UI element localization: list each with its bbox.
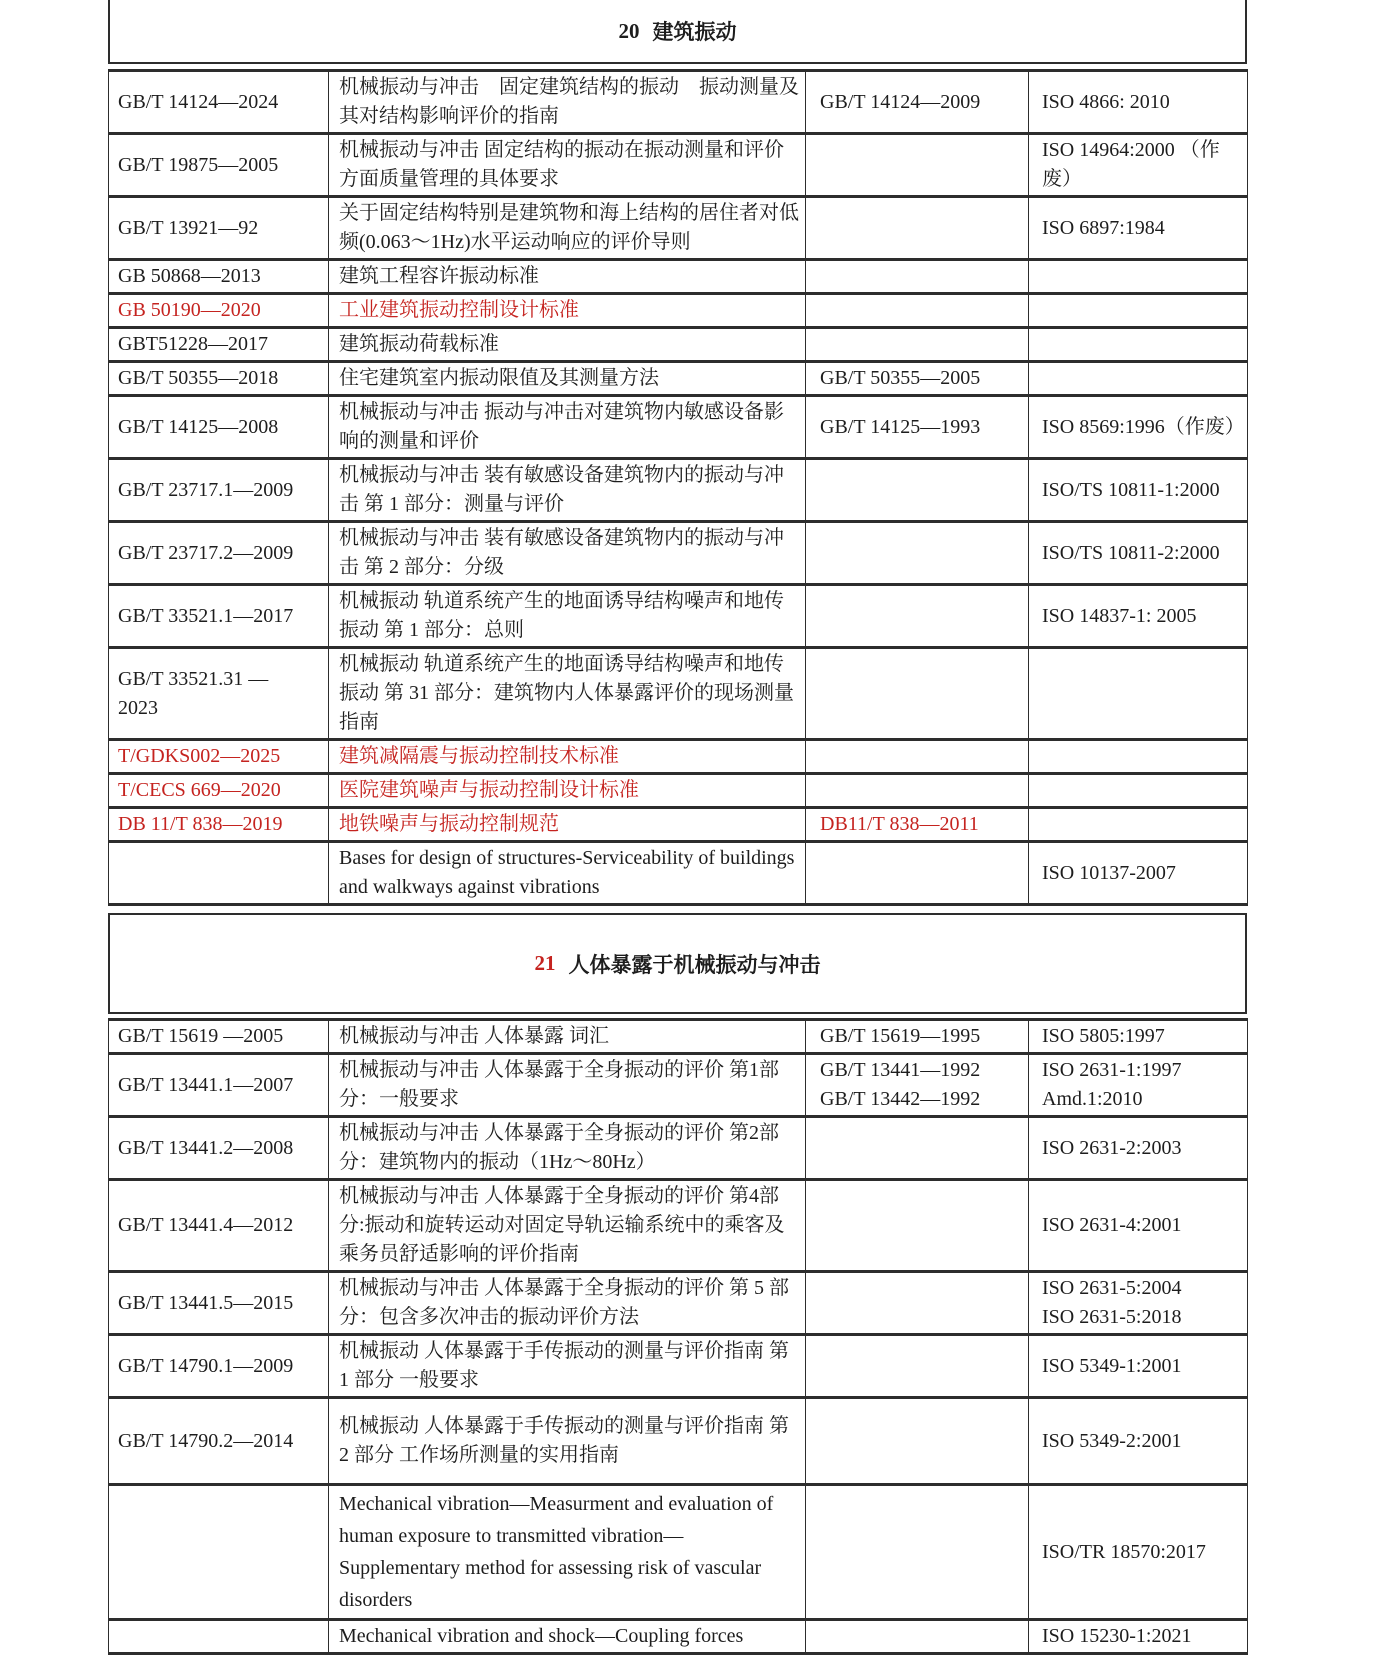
standard-number-cell <box>109 260 329 294</box>
iso-standard-cell <box>1029 774 1248 808</box>
standard-number-cell <box>109 328 329 362</box>
standard-number-cell <box>109 294 329 328</box>
iso-standard-cell <box>1029 197 1248 260</box>
cell-line: ISO 4866: 2010 <box>1042 90 1170 113</box>
superseded-standard-cell <box>806 522 1029 585</box>
superseded-standard-cell <box>806 328 1029 362</box>
cell-line: T/CECS 669—2020 <box>118 779 281 801</box>
standard-number-cell <box>109 197 329 260</box>
superseded-standard-cell <box>806 585 1029 648</box>
superseded-standard-cell <box>806 648 1029 740</box>
table-row <box>109 1054 1248 1117</box>
section-20-header <box>108 0 1247 64</box>
iso-standard-cell <box>1029 585 1248 648</box>
standard-title-cell <box>329 1020 806 1054</box>
superseded-standard-cell <box>806 774 1029 808</box>
cell-line: GB/T 14790.1—2009 <box>118 1354 294 1377</box>
cell-line: DB11/T 838—2011 <box>820 813 979 835</box>
cell-line: GB/T 23717.2—2009 <box>118 541 294 564</box>
superseded-standard-cell <box>806 1620 1029 1654</box>
cell-line: 机械振动与冲击 人体暴露于全身振动的评价 第2部分：建筑物内的振动（1Hz～80Hz） <box>339 1122 779 1173</box>
superseded-standard-cell <box>806 808 1029 842</box>
cell-line: 建筑振动荷载标准 <box>339 333 499 355</box>
standard-number-cell <box>109 774 329 808</box>
standards-table-20 <box>108 69 1248 906</box>
superseded-standard-cell <box>806 362 1029 396</box>
standard-number-cell <box>109 396 329 459</box>
standard-title-cell <box>329 134 806 197</box>
iso-standard-cell <box>1029 648 1248 740</box>
superseded-standard-cell <box>806 294 1029 328</box>
table-row <box>109 1180 1248 1272</box>
iso-standard-cell <box>1029 396 1248 459</box>
cell-line: 机械振动与冲击 振动与冲击对建筑物内敏感设备影响的测量和评价 <box>339 401 784 452</box>
iso-standard-cell <box>1029 134 1248 197</box>
superseded-standard-cell <box>806 1272 1029 1335</box>
standard-number-cell <box>109 134 329 197</box>
standards-document-page <box>108 0 1247 1655</box>
cell-line: ISO 2631-4:2001 <box>1042 1214 1182 1236</box>
cell-line: GB/T 13441.2—2008 <box>118 1136 294 1159</box>
cell-line: Bases for design of structures-Serviceability of buildings and walkways against vibrations <box>339 847 795 898</box>
standard-number-cell <box>109 1020 329 1054</box>
standard-number-cell <box>109 1398 329 1485</box>
superseded-standard-cell <box>806 1054 1029 1117</box>
cell-line: GBT51228—2017 <box>118 333 268 355</box>
standard-title-cell <box>329 522 806 585</box>
iso-standard-cell <box>1029 808 1248 842</box>
superseded-standard-cell <box>806 134 1029 197</box>
superseded-standard-cell <box>806 260 1029 294</box>
standard-title-cell <box>329 260 806 294</box>
standard-title-cell <box>329 740 806 774</box>
table-row <box>109 808 1248 842</box>
cell-line: 住宅建筑室内振动限值及其测量方法 <box>339 367 659 389</box>
superseded-standard-cell <box>806 1485 1029 1620</box>
standard-number-cell <box>109 1117 329 1180</box>
standard-title-cell <box>329 585 806 648</box>
table-row <box>109 197 1248 260</box>
table-row <box>109 1272 1248 1335</box>
cell-line: 机械振动 人体暴露于手传振动的测量与评价指南 第 1 部分 一般要求 <box>339 1340 789 1391</box>
cell-line: ISO 8569:1996（作废） <box>1042 415 1245 438</box>
table-row <box>109 294 1248 328</box>
cell-line: 机械振动与冲击 人体暴露于全身振动的评价 第1部分：一般要求 <box>339 1059 779 1110</box>
iso-standard-cell <box>1029 842 1248 905</box>
standards-table-21 <box>108 1018 1248 1655</box>
table-row <box>109 362 1248 396</box>
superseded-standard-cell <box>806 1020 1029 1054</box>
cell-line: ISO/TS 10811-2:2000 <box>1042 541 1220 564</box>
standard-title-cell <box>329 328 806 362</box>
standard-number-cell <box>109 1180 329 1272</box>
cell-line: GB/T 50355—2005 <box>820 367 981 389</box>
standard-title-cell <box>329 774 806 808</box>
standard-number-cell <box>109 1485 329 1620</box>
standard-title-cell <box>329 1054 806 1117</box>
standard-title-cell <box>329 396 806 459</box>
cell-line: GB/T 14790.2—2014 <box>118 1429 294 1452</box>
table-row <box>109 1020 1248 1054</box>
standard-number-cell <box>109 1272 329 1335</box>
cell-line: 机械振动与冲击 装有敏感设备建筑物内的振动与冲击 第 2 部分：分级 <box>339 527 784 578</box>
cell-line: ISO/TS 10811-1:2000 <box>1042 478 1220 501</box>
section-20-title: 建筑振动 <box>652 20 737 44</box>
cell-line: GB/T 33521.31 — <box>118 667 269 690</box>
cell-line: GB/T 15619—1995 <box>820 1025 981 1047</box>
cell-line: 机械振动与冲击 装有敏感设备建筑物内的振动与冲击 第 1 部分：测量与评价 <box>339 464 784 515</box>
cell-line: ISO 2631-5:2004 <box>1042 1277 1182 1299</box>
standard-title-cell <box>329 842 806 905</box>
cell-line: GB/T 13921—92 <box>118 216 259 239</box>
standard-title-cell <box>329 1620 806 1654</box>
standards-tbody-21 <box>109 1020 1248 1654</box>
standard-number-cell <box>109 1335 329 1398</box>
iso-standard-cell <box>1029 1180 1248 1272</box>
table-row <box>109 648 1248 740</box>
table-row <box>109 1398 1248 1485</box>
cell-line: 机械振动 轨道系统产生的地面诱导结构噪声和地传振动 第 31 部分：建筑物内人体暴露评价的现场测量指南 <box>339 653 794 733</box>
cell-line: 机械振动与冲击 人体暴露 词汇 <box>339 1025 609 1047</box>
standard-number-cell <box>109 71 329 134</box>
cell-line: Amd.1:2010 <box>1042 1088 1143 1110</box>
table-row <box>109 740 1248 774</box>
iso-standard-cell <box>1029 740 1248 774</box>
superseded-standard-cell <box>806 459 1029 522</box>
cell-line: GB/T 33521.1—2017 <box>118 604 294 627</box>
cell-line: ISO 14964:2000 （作废） <box>1042 139 1220 190</box>
cell-line: ISO 10137-2007 <box>1042 861 1176 884</box>
table-row <box>109 328 1248 362</box>
standard-title-cell <box>329 1180 806 1272</box>
standard-title-cell <box>329 459 806 522</box>
standard-number-cell <box>109 1054 329 1117</box>
cell-line: GB/T 50355—2018 <box>118 367 279 389</box>
cell-line: ISO 14837-1: 2005 <box>1042 604 1197 627</box>
table-row <box>109 585 1248 648</box>
standard-number-cell <box>109 842 329 905</box>
superseded-standard-cell <box>806 197 1029 260</box>
cell-line: GB/T 13442—1992 <box>820 1088 981 1110</box>
cell-line: 机械振动与冲击 固定结构的振动在振动测量和评价方面质量管理的具体要求 <box>339 139 784 190</box>
iso-standard-cell <box>1029 328 1248 362</box>
table-row <box>109 260 1248 294</box>
table-row <box>109 522 1248 585</box>
standard-title-cell <box>329 648 806 740</box>
iso-standard-cell <box>1029 260 1248 294</box>
superseded-standard-cell <box>806 842 1029 905</box>
cell-line: GB/T 13441.4—2012 <box>118 1214 294 1236</box>
cell-line: 建筑工程容许振动标准 <box>339 265 539 287</box>
standard-title-cell <box>329 1335 806 1398</box>
standards-tbody-20 <box>109 71 1248 905</box>
standard-number-cell <box>109 648 329 740</box>
table-row <box>109 1117 1248 1180</box>
iso-standard-cell <box>1029 1020 1248 1054</box>
table-row <box>109 1620 1248 1654</box>
iso-standard-cell <box>1029 459 1248 522</box>
cell-line: T/GDKS002—2025 <box>118 745 281 767</box>
standard-number-cell <box>109 459 329 522</box>
cell-line: ISO 5349-1:2001 <box>1042 1354 1182 1377</box>
cell-line: 机械振动 轨道系统产生的地面诱导结构噪声和地传振动 第 1 部分：总则 <box>339 590 784 641</box>
standard-title-cell <box>329 362 806 396</box>
iso-standard-cell <box>1029 1054 1248 1117</box>
table-row <box>109 396 1248 459</box>
cell-line: GB/T 14124—2009 <box>820 90 981 113</box>
cell-line: GB 50868—2013 <box>118 265 261 287</box>
superseded-standard-cell <box>806 1335 1029 1398</box>
cell-line: 关于固定结构特别是建筑物和海上结构的居住者对低频(0.063～1Hz)水平运动响应的评价导则 <box>339 202 799 253</box>
standard-title-cell <box>329 1272 806 1335</box>
section-21-number: 21 <box>534 951 556 975</box>
cell-line: ISO 6897:1984 <box>1042 216 1165 239</box>
table-row <box>109 71 1248 134</box>
superseded-standard-cell <box>806 1117 1029 1180</box>
table-row <box>109 774 1248 808</box>
cell-line: ISO 5349-2:2001 <box>1042 1429 1182 1452</box>
cell-line: GB/T 23717.1—2009 <box>118 478 294 501</box>
superseded-standard-cell <box>806 396 1029 459</box>
cell-line: Mechanical vibration and shock—Coupling forces <box>339 1625 744 1647</box>
cell-line: GB/T 15619 —2005 <box>118 1025 284 1047</box>
cell-line: 机械振动与冲击 固定建筑结构的振动 振动测量及其对结构影响评价的指南 <box>339 76 799 127</box>
cell-line: DB 11/T 838—2019 <box>118 813 283 835</box>
cell-line: 医院建筑噪声与振动控制设计标准 <box>339 779 639 801</box>
iso-standard-cell <box>1029 1620 1248 1654</box>
cell-line: 地铁噪声与振动控制规范 <box>339 813 559 835</box>
iso-standard-cell <box>1029 71 1248 134</box>
cell-line: 机械振动与冲击 人体暴露于全身振动的评价 第 5 部分：包含多次冲击的振动评价方法 <box>339 1277 789 1328</box>
cell-line: 机械振动 人体暴露于手传振动的测量与评价指南 第 2 部分 工作场所测量的实用指南 <box>339 1415 789 1466</box>
cell-line: GB/T 13441.1—2007 <box>118 1073 294 1096</box>
standard-title-cell <box>329 808 806 842</box>
cell-line: GB/T 14125—1993 <box>820 415 981 438</box>
table-row <box>109 1485 1248 1620</box>
section-21-header <box>108 913 1247 1014</box>
standard-number-cell <box>109 740 329 774</box>
cell-line: ISO 2631-2:2003 <box>1042 1136 1182 1159</box>
iso-standard-cell <box>1029 1485 1248 1620</box>
section-20-number: 20 <box>618 18 640 43</box>
cell-line: ISO 2631-1:1997 <box>1042 1059 1182 1081</box>
section-human-exposure <box>108 913 1247 1655</box>
table-row <box>109 842 1248 905</box>
iso-standard-cell <box>1029 294 1248 328</box>
section-building-vibration <box>108 0 1247 906</box>
cell-line: Mechanical vibration—Measurment and evaluation of human exposure to transmitted vibration—Supplementary method for assessing risk of vascular disorders <box>339 1493 774 1611</box>
cell-line: ISO 5805:1997 <box>1042 1025 1165 1047</box>
table-row <box>109 134 1248 197</box>
cell-line: GB/T 19875—2005 <box>118 153 279 176</box>
standard-number-cell <box>109 1620 329 1654</box>
standard-title-cell <box>329 1485 806 1620</box>
cell-line: GB/T 13441.5—2015 <box>118 1291 294 1314</box>
iso-standard-cell <box>1029 1272 1248 1335</box>
cell-line: 2023 <box>118 696 158 719</box>
iso-standard-cell <box>1029 1117 1248 1180</box>
cell-line: GB/T 14124—2024 <box>118 90 279 113</box>
standard-title-cell <box>329 294 806 328</box>
table-row <box>109 1335 1248 1398</box>
superseded-standard-cell <box>806 1180 1029 1272</box>
standard-number-cell <box>109 585 329 648</box>
cell-line: ISO/TR 18570:2017 <box>1042 1540 1206 1563</box>
cell-line: 机械振动与冲击 人体暴露于全身振动的评价 第4部分:振动和旋转运动对固定导轨运输系统中的乘客及乘务员舒适影响的评价指南 <box>339 1185 785 1265</box>
superseded-standard-cell <box>806 71 1029 134</box>
cell-line: 建筑减隔震与振动控制技术标准 <box>339 745 619 767</box>
cell-line: 工业建筑振动控制设计标准 <box>339 299 579 321</box>
superseded-standard-cell <box>806 740 1029 774</box>
standard-title-cell <box>329 1117 806 1180</box>
superseded-standard-cell <box>806 1398 1029 1485</box>
cell-line: GB/T 14125—2008 <box>118 415 279 438</box>
iso-standard-cell <box>1029 1398 1248 1485</box>
cell-line: GB 50190—2020 <box>118 299 261 321</box>
cell-line: ISO 2631-5:2018 <box>1042 1306 1182 1328</box>
standard-title-cell <box>329 197 806 260</box>
standard-number-cell <box>109 808 329 842</box>
iso-standard-cell <box>1029 362 1248 396</box>
cell-line: GB/T 13441—1992 <box>820 1059 981 1081</box>
standard-number-cell <box>109 522 329 585</box>
standard-title-cell <box>329 71 806 134</box>
iso-standard-cell <box>1029 1335 1248 1398</box>
cell-line: ISO 15230-1:2021 <box>1042 1625 1192 1647</box>
section-21-title: 人体暴露于机械振动与冲击 <box>568 952 821 977</box>
standard-number-cell <box>109 362 329 396</box>
standard-title-cell <box>329 1398 806 1485</box>
table-row <box>109 459 1248 522</box>
iso-standard-cell <box>1029 522 1248 585</box>
